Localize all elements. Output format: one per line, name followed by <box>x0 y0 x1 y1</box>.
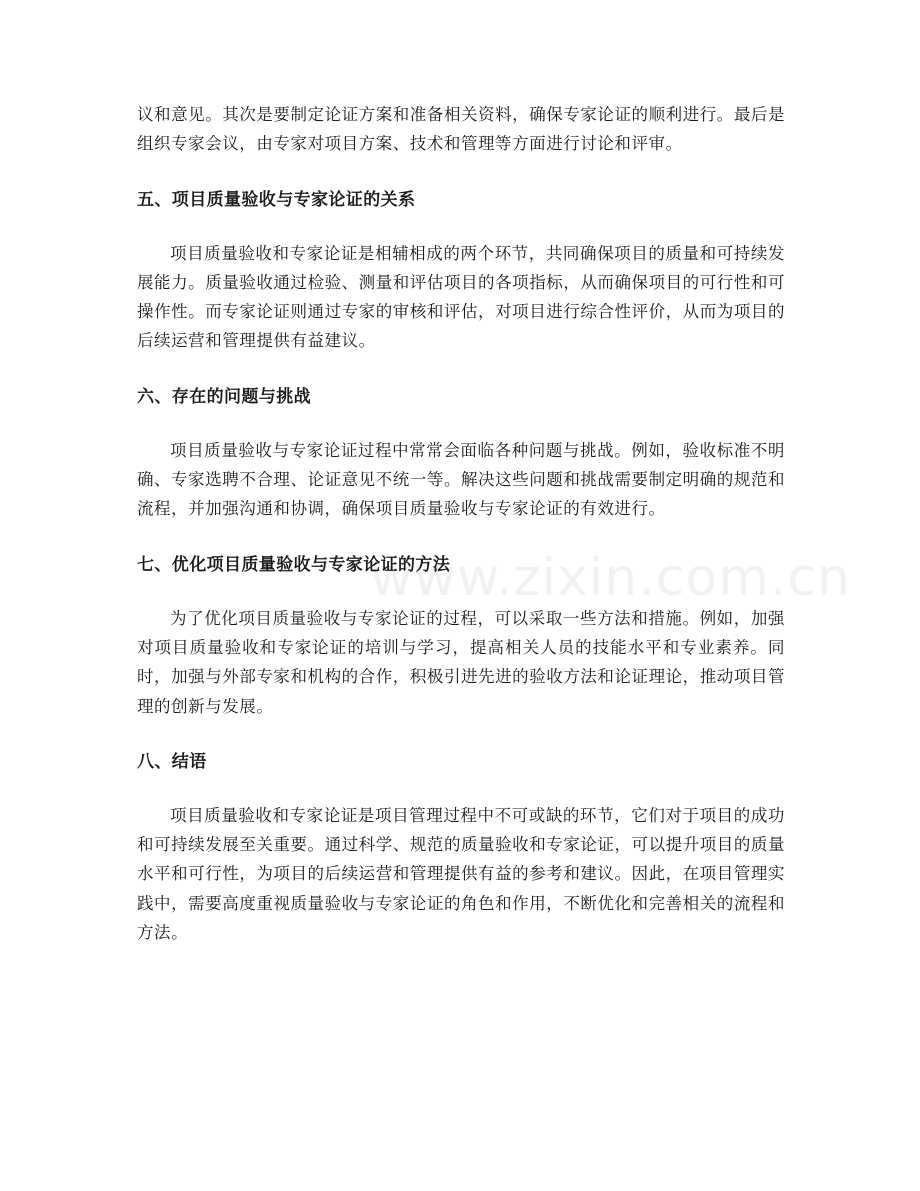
section-6-paragraph: 项目质量验收与专家论证过程中常常会面临各种问题与挑战。例如，验收标准不明确、专家选聘不合理、论证意见不统一等。解决这些问题和挑战需要制定明确的规范和流程，并加强沟通和协调，确保项目质量验收与专家论证的有效进行。 <box>137 440 785 519</box>
section-5-paragraph: 项目质量验收和专家论证是相辅相成的两个环节，共同确保项目的质量和可持续发展能力。质量验收通过检验、测量和评估项目的各项指标，从而确保项目的可行性和可操作性。而专家论证则通过专家的审核和评估，对项目进行综合性评价，从而为项目的后续运营和管理提供有益建议。 <box>137 243 785 351</box>
document-page <box>137 100 785 974</box>
section-7-paragraph: 为了优化项目质量验收与专家论证的过程，可以采取一些方法和措施。例如，加强对项目质量验收和专家论证的培训与学习，提高相关人员的技能水平和专业素养。同时，加强与外部专家和机构的合作，积极引进先进的验收方法和论证理论，推动项目管理的创新与发展。 <box>137 608 785 716</box>
section-5-heading: 五、项目质量验收与专家论证的关系 <box>137 189 416 210</box>
section-8-heading: 八、结语 <box>137 751 207 772</box>
section-6-heading: 六、存在的问题与挑战 <box>137 386 311 407</box>
section-7-heading: 七、优化项目质量验收与专家论证的方法 <box>137 554 451 575</box>
section-8-paragraph: 项目质量验收和专家论证是项目管理过程中不可或缺的环节，它们对于项目的成功和可持续发展至关重要。通过科学、规范的质量验收和专家论证，可以提升项目的质量水平和可行性，为项目的后续运营和管理提供有益的参考和建议。因此，在项目管理实践中，需要高度重视质量验收与专家论证的角色和作用，不断优化和完善相关的流程和方法。 <box>137 805 785 943</box>
intro-paragraph: 议和意见。其次是要制定论证方案和准备相关资料，确保专家论证的顺利进行。最后是组织专家会议，由专家对项目方案、技术和管理等方面进行讨论和评审。 <box>137 105 785 154</box>
watermark: www.zixin.com.cn <box>370 548 851 608</box>
